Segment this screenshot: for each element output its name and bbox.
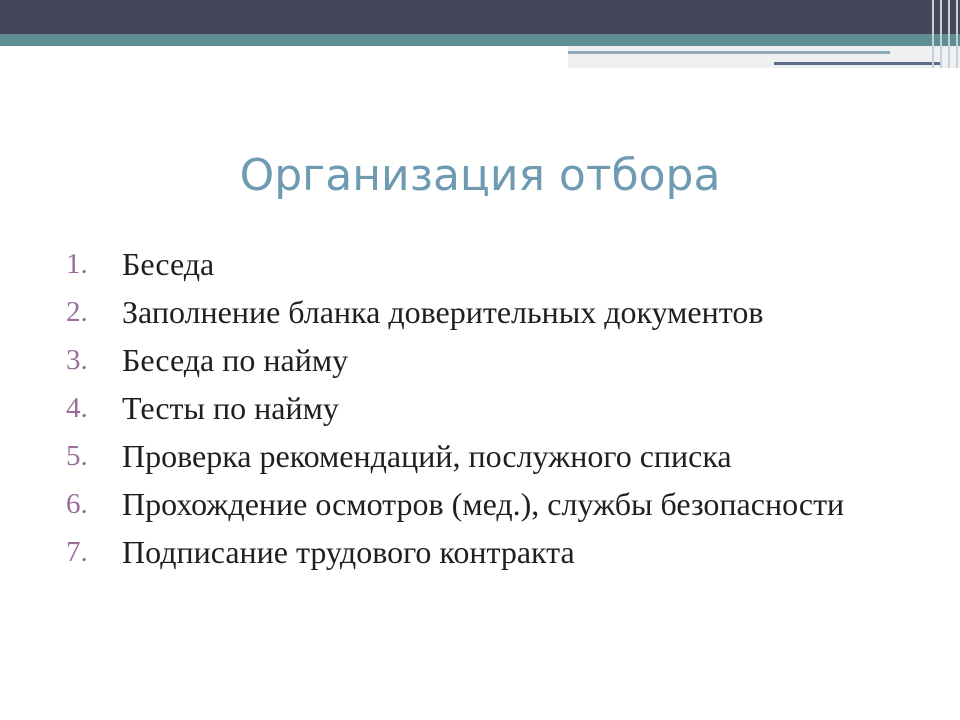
list-item-number: 7.: [66, 536, 88, 568]
list-item: [66, 484, 902, 524]
list-item: [66, 340, 902, 380]
list-item-text: Беседа: [122, 246, 215, 282]
list-item-number: 4.: [66, 392, 88, 424]
list-item: [66, 436, 902, 476]
list-item-number: 1.: [66, 248, 88, 280]
header-accent-line-short: [774, 62, 942, 65]
list-item-text: Тесты по найму: [122, 390, 339, 426]
list-item-text: Подписание трудового контракта: [122, 534, 575, 570]
header-band-teal: [0, 34, 960, 46]
list-item-text: Проверка рекомендаций, послужного списка: [122, 438, 732, 474]
header-band-dark: [0, 0, 960, 34]
slide-title: Организация отбора: [239, 150, 721, 201]
header-stripes: [928, 0, 960, 68]
numbered-list: [66, 244, 902, 580]
list-item-text: Заполнение бланка доверительных документов: [122, 294, 764, 330]
list-item-number: 3.: [66, 344, 88, 376]
list-item-text: Беседа по найму: [122, 342, 349, 378]
list-item-number: 6.: [66, 488, 88, 520]
list-item-text: Прохождение осмотров (мед.), службы безопасности: [122, 486, 845, 522]
list-item-number: 2.: [66, 296, 88, 328]
list-item: [66, 532, 902, 572]
list-item: [66, 388, 902, 428]
list-item-number: 5.: [66, 440, 88, 472]
header-accent-line: [568, 51, 890, 54]
list-item: [66, 244, 902, 284]
list-item: [66, 292, 902, 332]
